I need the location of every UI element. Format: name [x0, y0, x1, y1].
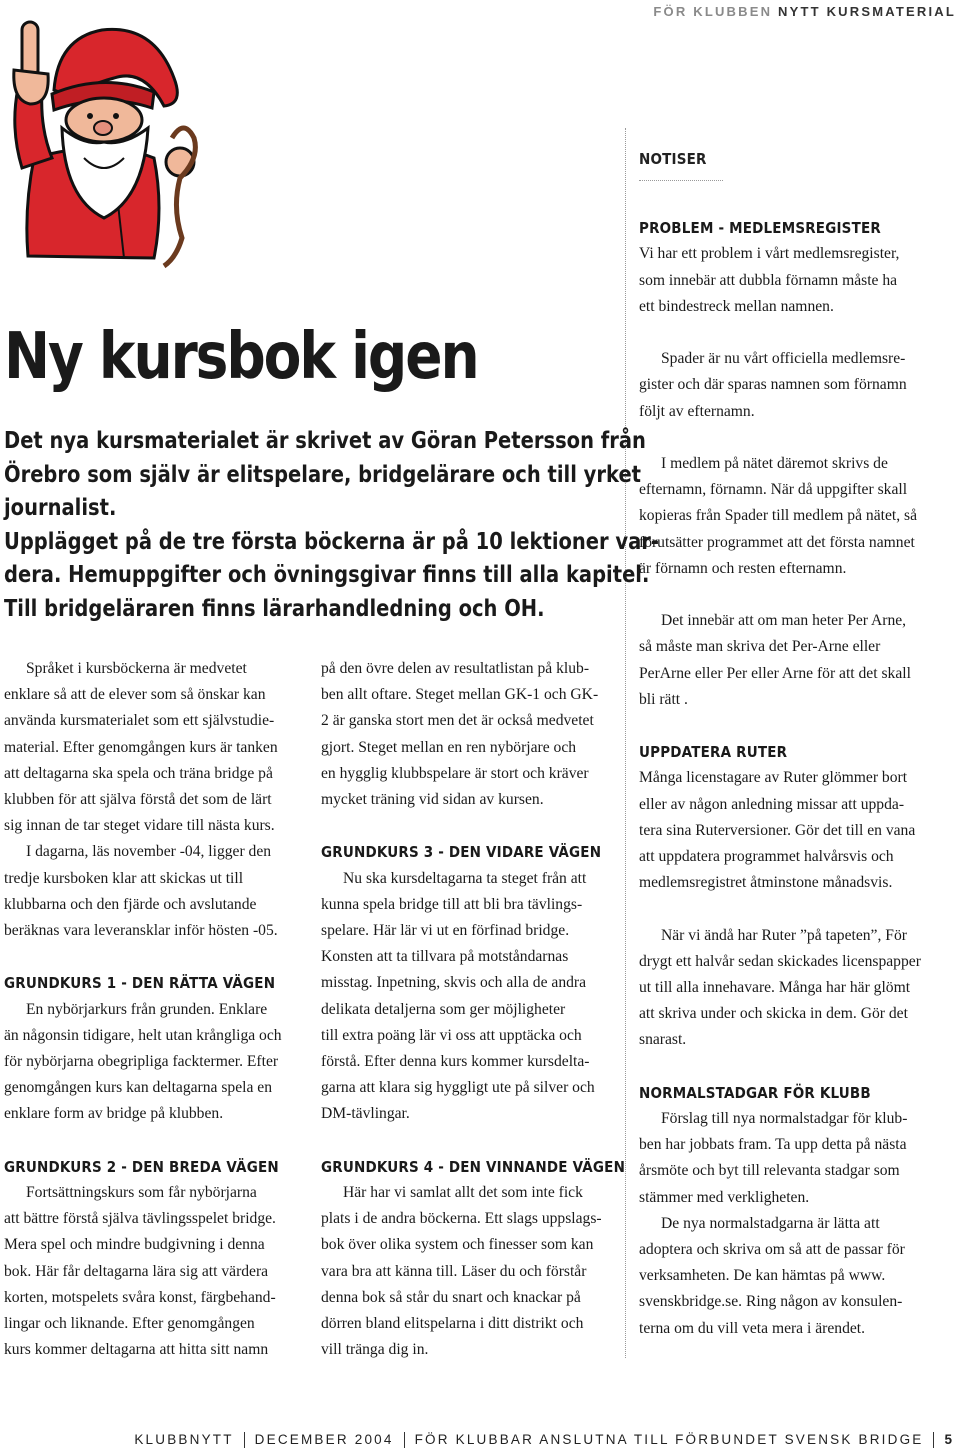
body-line: PerArne eller Per eller Arne för att det skall: [639, 664, 911, 682]
footer-divider: [404, 1432, 405, 1448]
body-line: bok över olika system och finesser som kan: [321, 1236, 594, 1254]
ingress-line: journalist.: [4, 493, 117, 521]
body-line: garna att klara sig hyggligt ute på silver och: [321, 1079, 595, 1097]
body-line: korten, motspelets svåra konst, färgbehand-: [4, 1288, 276, 1306]
section-header: [653, 4, 956, 19]
article-ingress: [4, 424, 660, 625]
ingress-line: Örebro som själv är elitspelare, bridgelärare och till yrket: [4, 459, 641, 488]
body-line: Många licenstagare av Ruter glömmer bort: [639, 769, 908, 787]
body-line: till extra poäng lär vi oss att upptäcka och: [321, 1026, 582, 1044]
body-line: är förnamn och resten efternamn.: [639, 559, 847, 577]
body-line: I medlem på nätet däremot skrivs de: [661, 454, 888, 472]
body-line: Nu ska kursdeltagarna ta steget från att: [343, 869, 587, 887]
body-line: årsmöte och byt till relevanta stadgar som: [639, 1162, 900, 1180]
body-line: dörren bland elitspelarna i ditt distrikt och: [321, 1315, 584, 1333]
body-line: ben allt oftare. Steget mellan GK-1 och GK-: [321, 686, 599, 704]
body-line: terna om du vill veta mera i ärendet.: [639, 1319, 866, 1337]
body-line: snarast.: [639, 1031, 687, 1049]
body-line: kunna spela bridge till att bli bra tävlings-: [321, 895, 583, 913]
body-line: verksamheten. De kan hämtas på www.: [639, 1267, 886, 1285]
body-line: Konsten att ta tillvara på motståndarnas: [321, 948, 569, 966]
section-heading-grundkurs-1: GRUNDKURS 1 - DEN RÄTTA VÄGEN: [4, 974, 276, 993]
ingress-line: Till bridgeläraren finns lärarhandledning och OH.: [4, 593, 545, 622]
body-line: ben har jobbats fram. Ta upp detta på nästa: [639, 1136, 907, 1154]
section-topic: NYTT KURSMATERIAL: [778, 4, 956, 19]
body-line: Språket i kursböckerna är medvetet: [26, 660, 247, 677]
article-column-2: [321, 656, 626, 1363]
notiser-label: NOTISER: [639, 150, 707, 168]
body-line: ett bindestreck mellan namnen.: [639, 297, 834, 315]
body-line: De nya normalstadgarna är lätta att: [661, 1214, 880, 1232]
notis-heading-problem: PROBLEM - MEDLEMSREGISTER: [639, 219, 881, 238]
page-number: 5: [944, 1432, 952, 1447]
body-line: medlemsregistret åtminstone månadsvis.: [639, 874, 893, 892]
body-line: kopieras från Spader till medlem på nätet, så: [639, 507, 917, 525]
body-line: Förslag till nya normalstadgar för klub-: [661, 1109, 908, 1127]
body-line: kurs kommer deltagarna att hitta sitt namn: [4, 1341, 269, 1359]
body-line: klubben för att själva förstå det som de lärt: [4, 791, 272, 809]
body-line: material. Efter genomgången kurs är tanken: [4, 738, 278, 756]
body-line: tera sina Ruterversioner. Gör det till en vana: [639, 821, 916, 839]
body-line: 2 är ganska stort men det är också medvetet: [321, 712, 594, 730]
body-line: efternamn, förnamn. När då uppgifter skall: [639, 481, 908, 499]
body-line: på den övre delen av resultatlistan på klub-: [321, 660, 590, 677]
body-line: svenskbridge.se. Ring någon av konsulen-: [639, 1293, 903, 1311]
body-line: enklare så att de elever som så önskar kan: [4, 686, 266, 704]
body-line: delikata detaljerna som ger möjligheter: [321, 1000, 566, 1018]
notis-heading-stadgar: NORMALSTADGAR FÖR KLUBB: [639, 1083, 871, 1102]
footer-divider: [244, 1432, 245, 1448]
body-line: drygt ett halvår sedan skickades licenspapper: [639, 952, 921, 970]
footer-magazine: KLUBBNYTT: [134, 1432, 234, 1447]
ingress-line: Upplägget på de tre första böckerna är på 10 lektioner var-: [4, 526, 660, 555]
section-heading-grundkurs-4: GRUNDKURS 4 - DEN VINNANDE VÄGEN: [321, 1157, 626, 1176]
ingress-line: Det nya kursmaterialet är skrivet av Göran Petersson från: [4, 426, 646, 454]
body-line: bok. Här får deltagarna lära sig att värdera: [4, 1262, 269, 1280]
body-line: stämmer med verkligheten.: [639, 1188, 810, 1206]
body-line: använda kursmaterialet som ett självstudie-: [4, 712, 275, 730]
section-heading-grundkurs-2: GRUNDKURS 2 - DEN BREDA VÄGEN: [4, 1157, 279, 1176]
body-line: Det innebär att om man heter Per Arne,: [661, 612, 907, 630]
body-line: som innebär att dubbla förnamn måste ha: [639, 271, 898, 289]
body-line: bli rätt .: [639, 690, 688, 708]
body-line: så måste man skriva det Per-Arne eller: [639, 638, 881, 656]
body-line: vill tränga dig in.: [321, 1341, 429, 1359]
body-line: att bättre förstå själva tävlingsspelet bridge.: [4, 1210, 276, 1228]
article-column-1: [4, 656, 304, 1363]
section-heading-grundkurs-3: GRUNDKURS 3 - DEN VIDARE VÄGEN: [321, 843, 602, 862]
body-line: tredje kursboken klar att skickas ut till: [4, 869, 244, 887]
body-line: förstå. Efter denna kurs kommer kursdelta-: [321, 1053, 590, 1071]
article-title: Ny kursbok igen: [4, 320, 478, 394]
body-line: för nybörjarna obegripliga facktermer. Efter: [4, 1053, 279, 1071]
gnome-mascot-illustration: [4, 8, 210, 270]
body-line: spelare. Här lär vi ut en förfinad bridge.: [321, 922, 570, 939]
body-line: I dagarna, läs november -04, ligger den: [26, 843, 272, 861]
body-line: vara bra att känna till. Läser du och förstår: [321, 1262, 587, 1280]
body-line: lingar och liknande. Efter genomgången: [4, 1315, 255, 1333]
notiser-column: [639, 146, 954, 1342]
footer-divider: [933, 1432, 934, 1448]
body-line: ut till alla innehavare. Många har här glömt: [639, 978, 911, 996]
body-line: beräknas vara leveransklar inför hösten -05.: [4, 922, 278, 940]
body-line: att uppdatera programmet halvårsvis och: [639, 847, 894, 865]
body-line: Vi har ett problem i vårt medlemsregister,: [639, 245, 900, 263]
body-line: klubbarna och den fjärde och avslutande: [4, 895, 257, 913]
body-line: att skriva under och skicka in dem. Gör det: [639, 1005, 908, 1023]
body-line: När vi ändå har Ruter ”på tapeten”, För: [661, 926, 907, 944]
body-line: Här har vi samlat allt det som inte fick: [343, 1184, 583, 1201]
body-line: adoptera och skriva om så att de passar för: [639, 1240, 905, 1258]
footer-issue: DECEMBER 2004: [254, 1432, 394, 1447]
body-line: än någonsin tidigare, helt utan krångliga och: [4, 1026, 282, 1044]
body-line: sig innan de tar steget vidare till nästa kurs.: [4, 817, 275, 835]
section-label: FÖR KLUBBEN: [653, 4, 773, 19]
page-footer: [0, 1432, 952, 1448]
body-line: en hygglig klubbspelare är stort och kräver: [321, 764, 589, 782]
body-line: DM-tävlingar.: [321, 1105, 410, 1123]
body-line: enklare form av bridge på klubben.: [4, 1105, 224, 1123]
body-line: misstag. Inpetning, skvis och alla de andra: [321, 974, 587, 992]
body-line: Spader är nu vårt officiella medlemsre-: [661, 350, 906, 368]
body-line: Mera spel och mindre budgivning i denna: [4, 1236, 265, 1254]
ingress-line: dera. Hemuppgifter och övningsgivar finns till alla kapitel.: [4, 560, 650, 588]
body-line: plats i de andra böckerna. Ett slags uppslags-: [321, 1210, 602, 1228]
footer-tagline: FÖR KLUBBAR ANSLUTNA TILL FÖRBUNDET SVENSK BRIDGE: [414, 1432, 924, 1447]
body-line: En nybörjarkurs från grunden. Enklare: [26, 1000, 268, 1018]
body-line: genomgången kurs kan deltagarna spela en: [4, 1079, 273, 1097]
body-line: denna bok så står du snart och knackar på: [321, 1288, 581, 1306]
body-line: eller av någon anledning missar att uppda-: [639, 795, 905, 813]
notis-heading-ruter: UPPDATERA RUTER: [639, 743, 788, 762]
body-line: följt av efternamn.: [639, 402, 755, 420]
body-line: förutsätter programmet att det första namnet: [639, 533, 915, 551]
body-line: att deltagarna ska spela och träna bridge på: [4, 764, 273, 782]
body-line: Fortsättningskurs som får nybörjarna: [26, 1184, 257, 1201]
body-line: gister och där sparas namnen som förnamn: [639, 376, 907, 394]
body-line: gjort. Steget mellan en ren nybörjare och: [321, 738, 577, 756]
body-line: mycket träning vid sidan av kursen.: [321, 791, 544, 809]
